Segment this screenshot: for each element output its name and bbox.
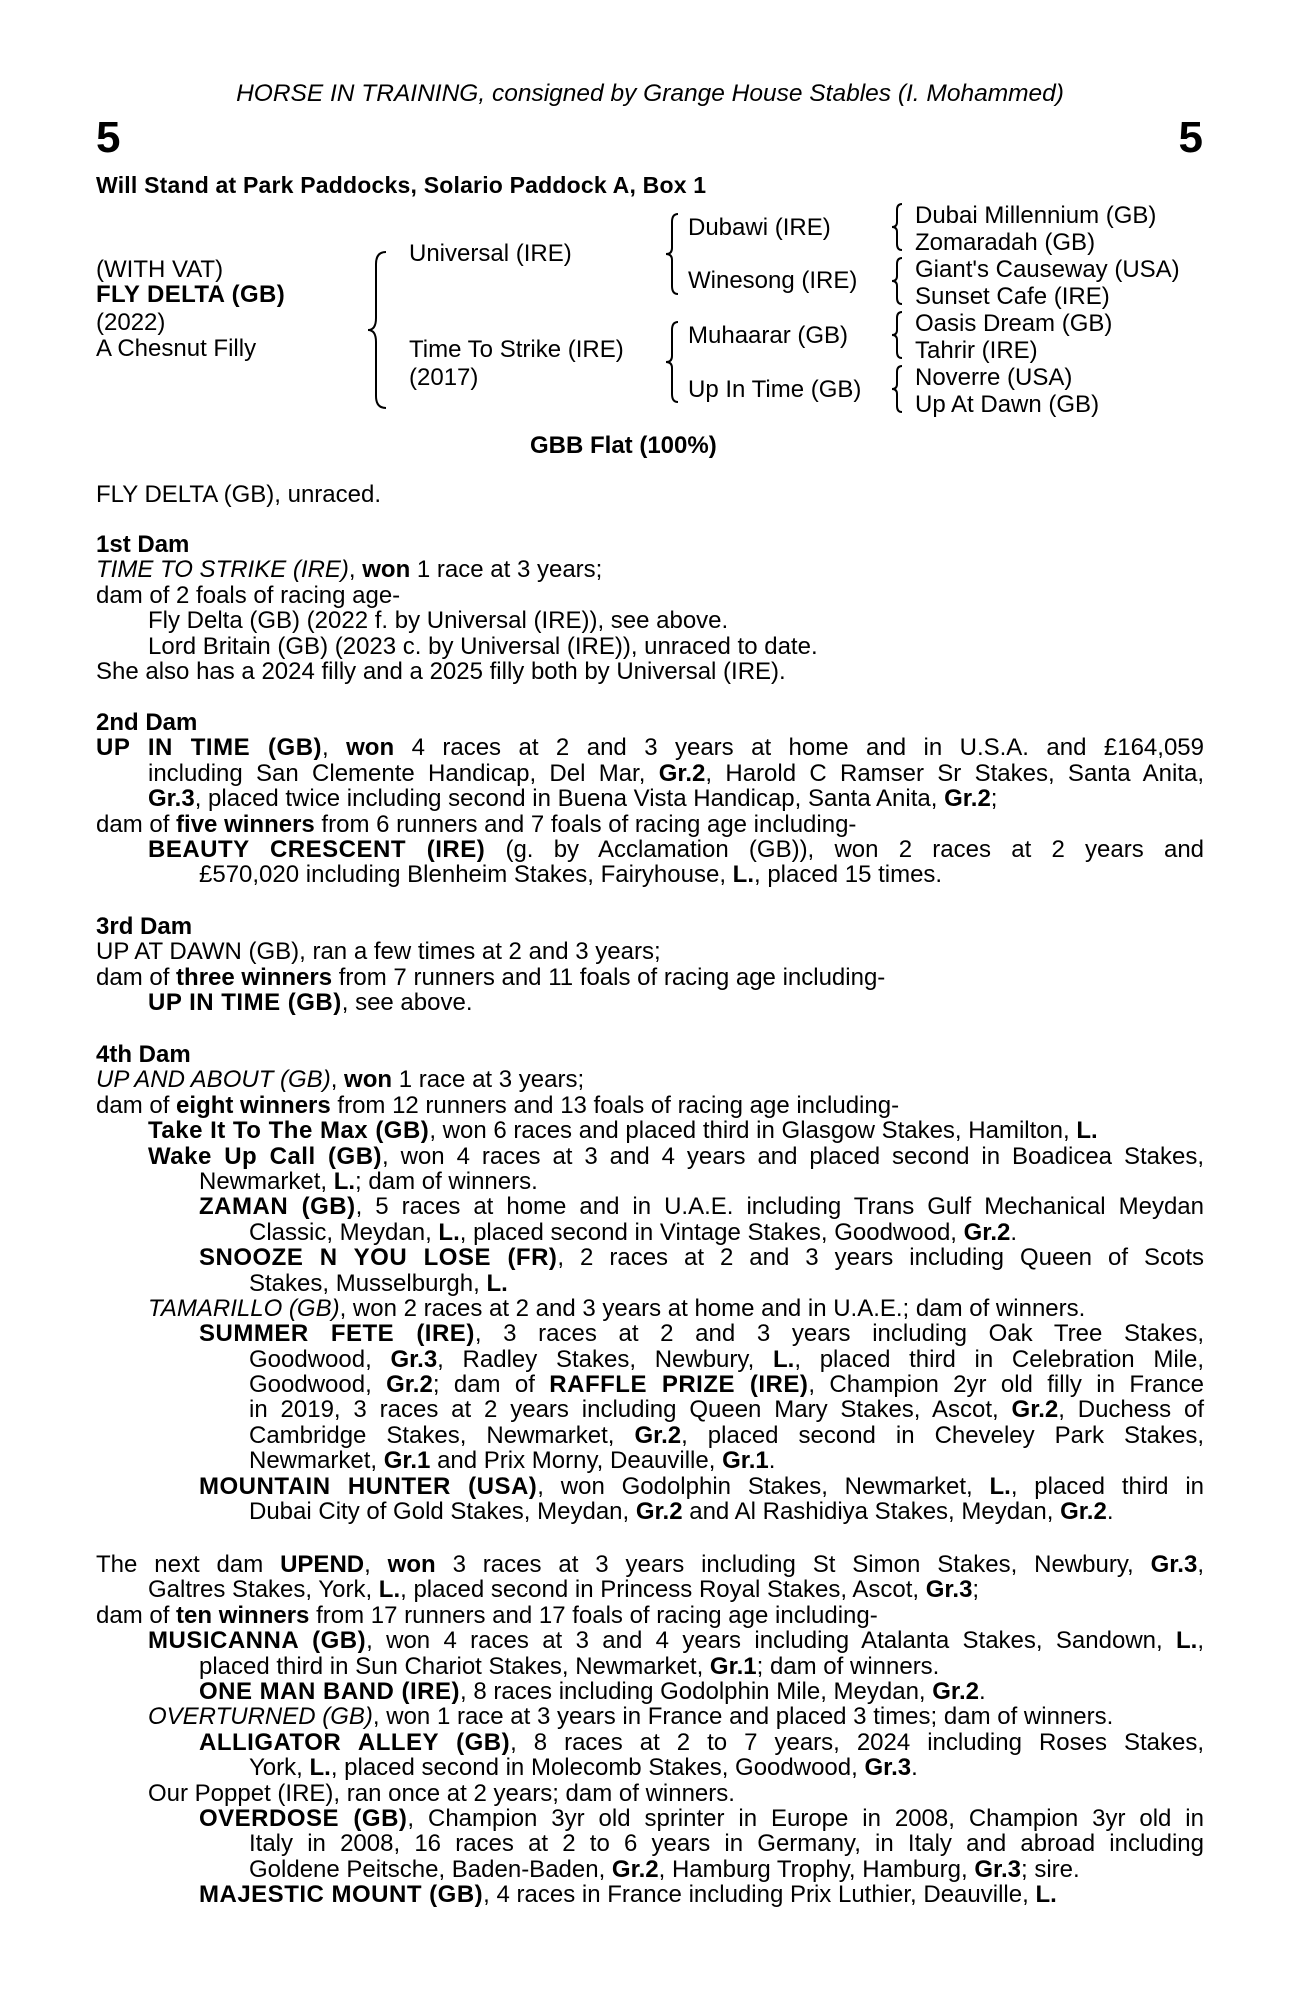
text-run: Take It To The Max (GB): [148, 1117, 430, 1145]
text-run: ZAMAN (GB): [199, 1193, 356, 1221]
text-run: 1 race at 3 years;: [392, 1066, 585, 1094]
lot-number-right: 5: [1178, 113, 1203, 162]
text-line: [96, 1654, 1204, 1679]
text-run: , Champion 2yr old filly in France: [808, 1371, 1205, 1399]
text-run: ,: [348, 556, 363, 584]
text-run: , Hamburg Trophy, Hamburg,: [658, 1855, 975, 1883]
pedigree-ggp-3: Giant's Causeway (USA): [915, 256, 1180, 283]
text-run: from 7 runners and 11 foals of racing age including-: [332, 963, 886, 991]
pedigree-ggp-1: Dubai Millennium (GB): [915, 202, 1157, 229]
text-run: Gr.2: [658, 759, 706, 787]
pedigree-dam-dam: Up In Time (GB): [688, 376, 862, 403]
text-run: , 4 races in France including Prix Luthier, Deauville,: [483, 1881, 1036, 1909]
text-run: ;: [990, 785, 998, 813]
text-run: Classic, Meydan,: [249, 1218, 439, 1246]
text-line: [96, 1448, 1204, 1473]
text-run: Wake Up Call (GB): [148, 1142, 383, 1170]
text-run: SUMMER FETE (IRE): [199, 1320, 475, 1348]
text-line: [96, 786, 1204, 811]
text-line: [96, 1271, 1204, 1296]
text-run: ALLIGATOR ALLEY (GB): [199, 1728, 511, 1756]
text-run: , 8 races including Godolphin Mile, Meydan,: [460, 1677, 933, 1705]
text-line: [96, 812, 1204, 837]
horse-description: A Chesnut Filly: [96, 335, 257, 362]
text-run: L.: [732, 861, 754, 889]
text-run: BEAUTY CRESCENT (IRE): [148, 835, 486, 863]
progeny-entry: [96, 990, 1204, 1015]
text-run: Goodwood,: [249, 1371, 387, 1399]
text-line: She also has a 2024 filly and a 2025 filly both by Universal (IRE).: [96, 657, 786, 685]
progeny-entry: [96, 1628, 1204, 1653]
text-run: ,: [1197, 1551, 1204, 1578]
section-next-dam: [96, 1552, 1204, 1907]
text-run: Gr.1: [383, 1447, 431, 1475]
pedigree-brace-dam: [664, 320, 680, 404]
text-run: Galtres Stakes, York,: [148, 1576, 379, 1604]
dam2-line-1: [96, 735, 1204, 760]
text-run: L.: [989, 1472, 1011, 1500]
pedigree-brace-ggp-3: [890, 310, 904, 360]
text-run: 4 races at 2 and 3 years at home and in U.S.A. and £164,059: [394, 734, 1204, 762]
text-run: from 17 runners and 17 foals of racing age including-: [309, 1601, 878, 1629]
text-run: , 2 races at 2 and 3 years including Queen of Scots: [557, 1244, 1204, 1272]
pedigree-brace-ggp-4: [890, 364, 904, 414]
text-run: SNOOZE N YOU LOSE (FR): [199, 1244, 558, 1272]
text-run: , placed second in Cheveley Park Stakes,: [681, 1421, 1204, 1449]
text-run: Gr.3: [974, 1855, 1022, 1883]
text-run: , won 1 race at 3 years in France and placed 3 times; dam of winners.: [372, 1703, 1114, 1731]
text-line: [96, 1603, 1204, 1628]
text-run: eight winners: [176, 1091, 331, 1119]
text-run: L.: [378, 1576, 401, 1604]
pedigree-dam: Time To Strike (IRE): [409, 336, 624, 363]
text-run: 1 race at 3 years;: [410, 556, 603, 584]
text-run: L.: [1176, 1627, 1198, 1655]
lot-number-left: 5: [96, 113, 121, 162]
text-run: Gr.2: [1011, 1396, 1059, 1424]
pedigree-ggp-4: Sunset Cafe (IRE): [915, 283, 1110, 310]
text-run: five winners: [176, 810, 315, 838]
text-run: , 8 races at 2 to 7 years, 2024 including Roses Stakes,: [510, 1728, 1205, 1756]
text-run: Gr.2: [932, 1677, 979, 1705]
text-run: .: [978, 1677, 986, 1705]
text-run: from 6 runners and 7 foals of racing age including-: [314, 810, 857, 838]
text-run: UP IN TIME (GB): [148, 989, 342, 1017]
text-line: [96, 1397, 1204, 1422]
text-run: ; sire.: [1021, 1855, 1080, 1883]
text-run: Dubai City of Gold Stakes, Meydan,: [249, 1498, 636, 1526]
text-run: OVERDOSE (GB): [199, 1804, 408, 1832]
pedigree-ggp-2: Zomaradah (GB): [915, 229, 1096, 256]
text-run: , Champion 3yr old sprinter in Europe in 2008, Champion 3yr old in: [407, 1804, 1204, 1832]
progeny-entry: [96, 1679, 1204, 1704]
text-run: .: [1010, 1218, 1018, 1246]
pedigree-ggp-5: Oasis Dream (GB): [915, 310, 1113, 337]
vat-label: (WITH VAT): [96, 256, 224, 283]
text-run: , placed third in Celebration Mile,: [794, 1345, 1205, 1373]
text-line: [96, 761, 1204, 786]
text-run: Gr.3: [864, 1754, 912, 1782]
text-run: L.: [773, 1345, 795, 1373]
progeny-entry: [96, 837, 1204, 862]
text-run: from 12 runners and 13 foals of racing age including-: [330, 1091, 900, 1119]
text-line: [96, 1552, 1204, 1577]
text-line: [96, 1347, 1204, 1372]
pedigree-dam-sire: Muhaarar (GB): [688, 322, 849, 349]
text-run: , placed second in Princess Royal Stakes, Ascot,: [400, 1576, 926, 1604]
text-run: Gr.3: [1150, 1551, 1198, 1578]
text-run: L.: [1076, 1117, 1098, 1145]
section-title: 2nd Dam: [96, 709, 198, 736]
text-run: three winners: [176, 963, 333, 991]
text-line: [96, 1499, 1204, 1524]
progeny-entry: [96, 1704, 1204, 1729]
text-run: Newmarket,: [249, 1447, 384, 1475]
text-line: [96, 1220, 1204, 1245]
horse-year: (2022): [96, 309, 166, 336]
text-run: dam of: [96, 1091, 177, 1119]
text-line: FLY DELTA (GB), unraced.: [96, 481, 381, 508]
text-line: Fly Delta (GB) (2022 f. by Universal (IRE)), see above.: [148, 607, 729, 635]
text-run: , placed second in Molecomb Stakes, Goodwood,: [330, 1754, 865, 1782]
text-run: .: [768, 1447, 776, 1475]
text-run: , won 4 races at 3 and 4 years and placed second in Boadicea Stakes,: [382, 1142, 1204, 1170]
text-run: , placed twice including second in Buena Vista Handicap, Santa Anita,: [194, 785, 945, 813]
text-run: , Radley Stakes, Newbury,: [437, 1345, 773, 1373]
text-run: Gr.2: [963, 1218, 1011, 1246]
text-run: Gr.2: [611, 1855, 659, 1883]
text-run: The next dam: [96, 1551, 281, 1578]
text-run: Gr.3: [390, 1345, 438, 1373]
text-run: and Al Rashidiya Stakes, Meydan,: [682, 1498, 1061, 1526]
text-run: , won 2 races at 2 and 3 years at home and in U.A.E.; dam of winners.: [339, 1294, 1086, 1322]
pedigree-brace-ggp-2: [890, 256, 904, 306]
text-run: ;: [972, 1576, 980, 1604]
text-run: Gr.1: [722, 1447, 769, 1475]
pedigree-ggp-6: Tahrir (IRE): [915, 337, 1038, 364]
progeny-entry: [96, 1321, 1204, 1346]
text-run: dam of: [96, 1601, 177, 1629]
text-run: dam of: [96, 810, 177, 838]
text-run: UP AND ABOUT (GB): [96, 1066, 331, 1094]
text-run: dam of: [96, 963, 177, 991]
pedigree-sire: Universal (IRE): [409, 240, 572, 267]
text-run: ,: [1197, 1627, 1205, 1655]
text-run: , 5 races at home and in U.A.E. including Trans Gulf Mechanical Meydan: [355, 1193, 1204, 1221]
text-run: in 2019, 3 races at 2 years including Queen Mary Stakes, Ascot,: [249, 1396, 1012, 1424]
stand-location: Will Stand at Park Paddocks, Solario Paddock A, Box 1: [96, 172, 707, 198]
text-run: won: [362, 556, 411, 584]
text-run: ,: [330, 1066, 345, 1094]
text-line: [96, 1372, 1204, 1397]
text-line: [96, 1169, 1204, 1194]
text-run: ten winners: [176, 1601, 310, 1629]
text-run: £570,020 including Blenheim Stakes, Fairyhouse,: [199, 861, 733, 889]
text-run: MOUNTAIN HUNTER (USA): [199, 1472, 538, 1500]
text-run: ,: [322, 734, 347, 762]
pedigree-sire-dam: Winesong (IRE): [688, 267, 858, 294]
progeny-entry: [96, 1474, 1204, 1499]
text-run: , placed 15 times.: [754, 861, 943, 889]
text-run: UPEND: [280, 1551, 365, 1578]
section-title: 1st Dam: [96, 531, 190, 558]
text-run: won: [344, 1066, 393, 1094]
text-line: [96, 1093, 1204, 1118]
pedigree-brace-sire: [664, 212, 680, 296]
text-run: , Harold C Ramser Sr Stakes, Santa Anita,: [705, 759, 1204, 787]
horse-name: FLY DELTA (GB): [96, 281, 286, 308]
text-run: Gr.1: [709, 1652, 757, 1680]
section-title: 3rd Dam: [96, 913, 193, 940]
text-run: ; dam of winners.: [355, 1167, 538, 1195]
text-run: , Duchess of: [1058, 1396, 1204, 1424]
text-line: [96, 1577, 1204, 1602]
progeny-entry: [96, 1118, 1204, 1143]
text-run: Goodwood,: [249, 1345, 391, 1373]
text-run: (g. by Acclamation (GB)), won 2 races at 2 years and: [485, 835, 1205, 863]
text-run: TAMARILLO (GB): [148, 1294, 340, 1322]
text-run: L.: [333, 1167, 356, 1195]
progeny-entry: [96, 1245, 1204, 1270]
text-run: Gr.2: [1060, 1498, 1107, 1526]
text-run: York,: [249, 1754, 310, 1782]
dam1-line-1: [96, 557, 1204, 582]
text-run: Goldene Peitsche, Baden-Baden,: [249, 1855, 612, 1883]
text-line: [96, 1755, 1204, 1780]
text-run: MAJESTIC MOUNT (GB): [199, 1881, 484, 1909]
text-run: Gr.2: [635, 1498, 683, 1526]
text-run: UP IN TIME (GB): [96, 734, 323, 762]
progeny-entry: [96, 1882, 1204, 1907]
progeny-entry: [96, 1144, 1204, 1169]
text-run: , placed third in: [1010, 1472, 1204, 1500]
text-run: including San Clemente Handicap, Del Mar,: [148, 759, 659, 787]
text-run: Newmarket,: [199, 1167, 334, 1195]
catalogue-header: HORSE IN TRAINING, consigned by Grange House Stables (I. Mohammed): [236, 80, 1064, 107]
text-run: , 3 races at 2 and 3 years including Oak Tree Stakes,: [474, 1320, 1204, 1348]
text-line: dam of 2 foals of racing age-: [96, 581, 401, 609]
pedigree-ggp-8: Up At Dawn (GB): [915, 391, 1100, 418]
section-4th-dam: [96, 1042, 1204, 1524]
pedigree-ggp-7: Noverre (USA): [915, 364, 1073, 391]
pedigree-brace-ggp-1: [890, 202, 904, 252]
text-run: RAFFLE PRIZE (IRE): [549, 1371, 809, 1399]
text-run: L.: [309, 1754, 331, 1782]
text-run: ; dam of: [432, 1371, 550, 1399]
text-run: and Prix Morny, Deauville,: [430, 1447, 723, 1475]
text-run: Gr.2: [944, 785, 991, 813]
section-title: 4th Dam: [96, 1041, 191, 1068]
pedigree-brace-main: [366, 250, 390, 410]
text-line: [96, 862, 1204, 887]
text-line: [96, 1423, 1204, 1448]
text-run: , see above.: [341, 989, 473, 1017]
text-run: won: [387, 1551, 436, 1578]
text-run: ,: [364, 1551, 388, 1578]
text-run: MUSICANNA (GB): [148, 1627, 367, 1655]
progeny-entry: [96, 1296, 1204, 1321]
text-run: Cambridge Stakes, Newmarket,: [249, 1421, 635, 1449]
text-line: Lord Britain (GB) (2023 c. by Universal (IRE)), unraced to date.: [148, 632, 818, 660]
text-run: , won 4 races at 3 and 4 years including Atalanta Stakes, Sandown,: [366, 1627, 1177, 1655]
section-1st-dam: [96, 532, 1204, 684]
text-run: placed third in Sun Chariot Stakes, Newmarket,: [199, 1652, 710, 1680]
text-run: , won Godolphin Stakes, Newmarket,: [537, 1472, 990, 1500]
text-run: , placed second in Vintage Stakes, Goodwood,: [459, 1218, 964, 1246]
text-run: .: [1106, 1498, 1114, 1526]
progeny-entry: [96, 1194, 1204, 1219]
text-run: .: [911, 1754, 918, 1782]
text-run: Gr.3: [925, 1576, 973, 1604]
text-run: Gr.3: [148, 785, 195, 813]
text-run: , won 6 races and placed third in Glasgow Stakes, Hamilton,: [429, 1117, 1077, 1145]
text-line: Italy in 2008, 16 races at 2 to 6 years in Germany, in Italy and abroad including: [249, 1830, 1204, 1858]
text-run: 3 races at 3 years including St Simon Stakes, Newbury,: [435, 1551, 1151, 1578]
text-run: Gr.2: [386, 1371, 433, 1399]
rating-label: GBB Flat (100%): [530, 432, 717, 459]
text-line: [96, 965, 1204, 990]
text-run: ONE MAN BAND (IRE): [199, 1677, 460, 1705]
pedigree-sire-sire: Dubawi (IRE): [688, 214, 831, 241]
text-run: L.: [486, 1269, 508, 1297]
text-run: Stakes, Musselburgh,: [249, 1269, 487, 1297]
section-2nd-dam: [96, 710, 1204, 888]
text-line: [96, 1067, 1204, 1092]
progeny-entry: Our Poppet (IRE), ran once at 2 years; dam of winners.: [148, 1779, 735, 1807]
summary-text: [96, 482, 1204, 507]
text-run: TIME TO STRIKE (IRE): [96, 556, 349, 584]
text-line: [96, 1857, 1204, 1882]
text-line: UP AT DAWN (GB), ran a few times at 2 and 3 years;: [96, 938, 661, 966]
text-run: ; dam of winners.: [756, 1652, 940, 1680]
pedigree-dam-year: (2017): [409, 364, 479, 391]
text-run: L.: [438, 1218, 460, 1246]
text-run: L.: [1035, 1881, 1057, 1909]
text-run: won: [346, 734, 395, 762]
progeny-entry: [96, 1806, 1204, 1831]
text-run: OVERTURNED (GB): [148, 1703, 373, 1731]
section-3rd-dam: [96, 914, 1204, 1016]
text-run: Gr.2: [634, 1421, 682, 1449]
progeny-entry: [96, 1730, 1204, 1755]
